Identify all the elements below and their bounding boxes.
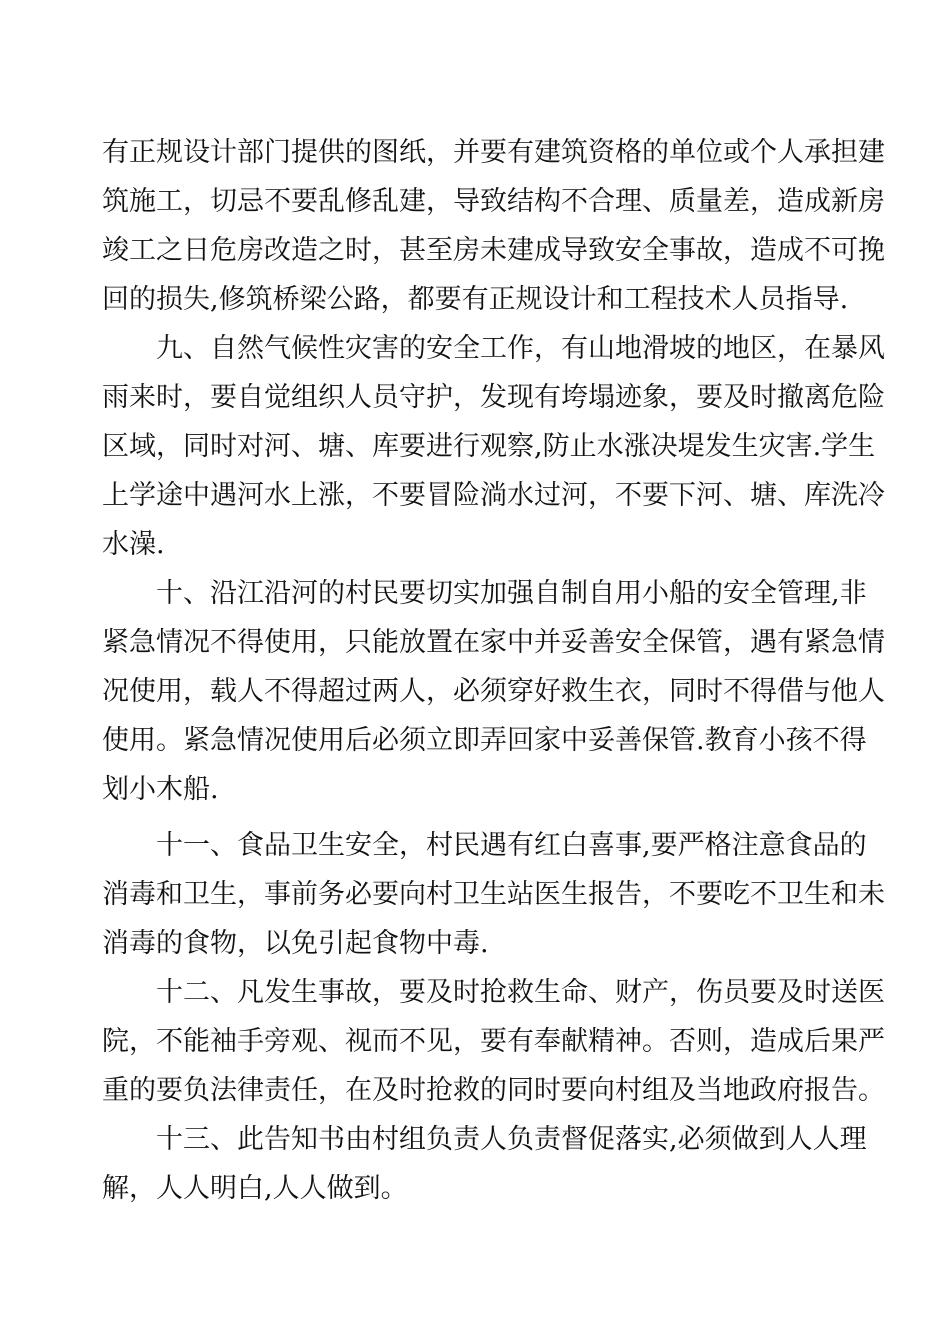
paragraph-9-line-3: 区域，同时对河、塘、库要进行观察,防止水涨决堤发生灾害.学生 <box>102 431 876 462</box>
paragraph-11-line-1: 十一、食品卫生安全，村民遇有红白喜事,要严格注意食品的 <box>156 830 867 861</box>
paragraph-13-line-2: 解，人人明白,人人做到。 <box>102 1173 408 1204</box>
paragraph-10-line-2: 紧急情况不得使用，只能放置在家中并妥善安全保管，遇有紧急情 <box>102 627 885 658</box>
paragraph-8-line-4: 回的损失,修筑桥梁公路，都要有正规设计和工程技术人员指导. <box>102 284 849 315</box>
paragraph-11-line-3: 消毒的食物，以免引起食物中毒. <box>102 928 489 959</box>
paragraph-9-line-5: 水澡. <box>102 529 165 560</box>
paragraph-9-line-1: 九、自然气候性灾害的安全工作，有山地滑坡的地区，在暴风 <box>156 333 885 364</box>
paragraph-12-line-3: 重的要负法律责任，在及时抢救的同时要向村组及当地政府报告。 <box>102 1075 885 1106</box>
paragraph-9-line-4: 上学途中遇河水上涨，不要冒险淌水过河，不要下河、塘、库洗冷 <box>102 480 885 511</box>
paragraph-8-line-3: 竣工之日危房改造之时，甚至房未建成导致安全事故，造成不可挽 <box>102 235 885 266</box>
paragraph-12-line-2: 院，不能袖手旁观、视而不见，要有奉献精神。否则，造成后果严 <box>102 1026 885 1057</box>
paragraph-8-line-2: 筑施工，切忌不要乱修乱建，导致结构不合理、质量差，造成新房 <box>102 186 885 217</box>
paragraph-9-line-2: 雨来时，要自觉组织人员守护，发现有垮塌迹象，要及时撤离危险 <box>102 382 885 413</box>
paragraph-10-line-1: 十、沿江沿河的村民要切实加强自制自用小船的安全管理,非 <box>156 578 867 609</box>
paragraph-10-line-3: 况使用，载人不得超过两人，必须穿好救生衣，同时不得借与他人 <box>102 676 885 707</box>
paragraph-13-line-1: 十三、此告知书由村组负责人负责督促落实,必须做到人人理 <box>156 1124 867 1155</box>
paragraph-10-line-4: 使用。紧急情况使用后必须立即弄回家中妥善保管.教育小孩不得 <box>102 725 867 756</box>
paragraph-12-line-1: 十二、凡发生事故，要及时抢救生命、财产，伤员要及时送医 <box>156 977 885 1008</box>
paragraph-11-line-2: 消毒和卫生，事前务必要向村卫生站医生报告，不要吃不卫生和未 <box>102 879 885 910</box>
paragraph-8-line-1: 有正规设计部门提供的图纸，并要有建筑资格的单位或个人承担建 <box>102 137 885 168</box>
paragraph-10-line-5: 划小木船. <box>102 774 219 805</box>
